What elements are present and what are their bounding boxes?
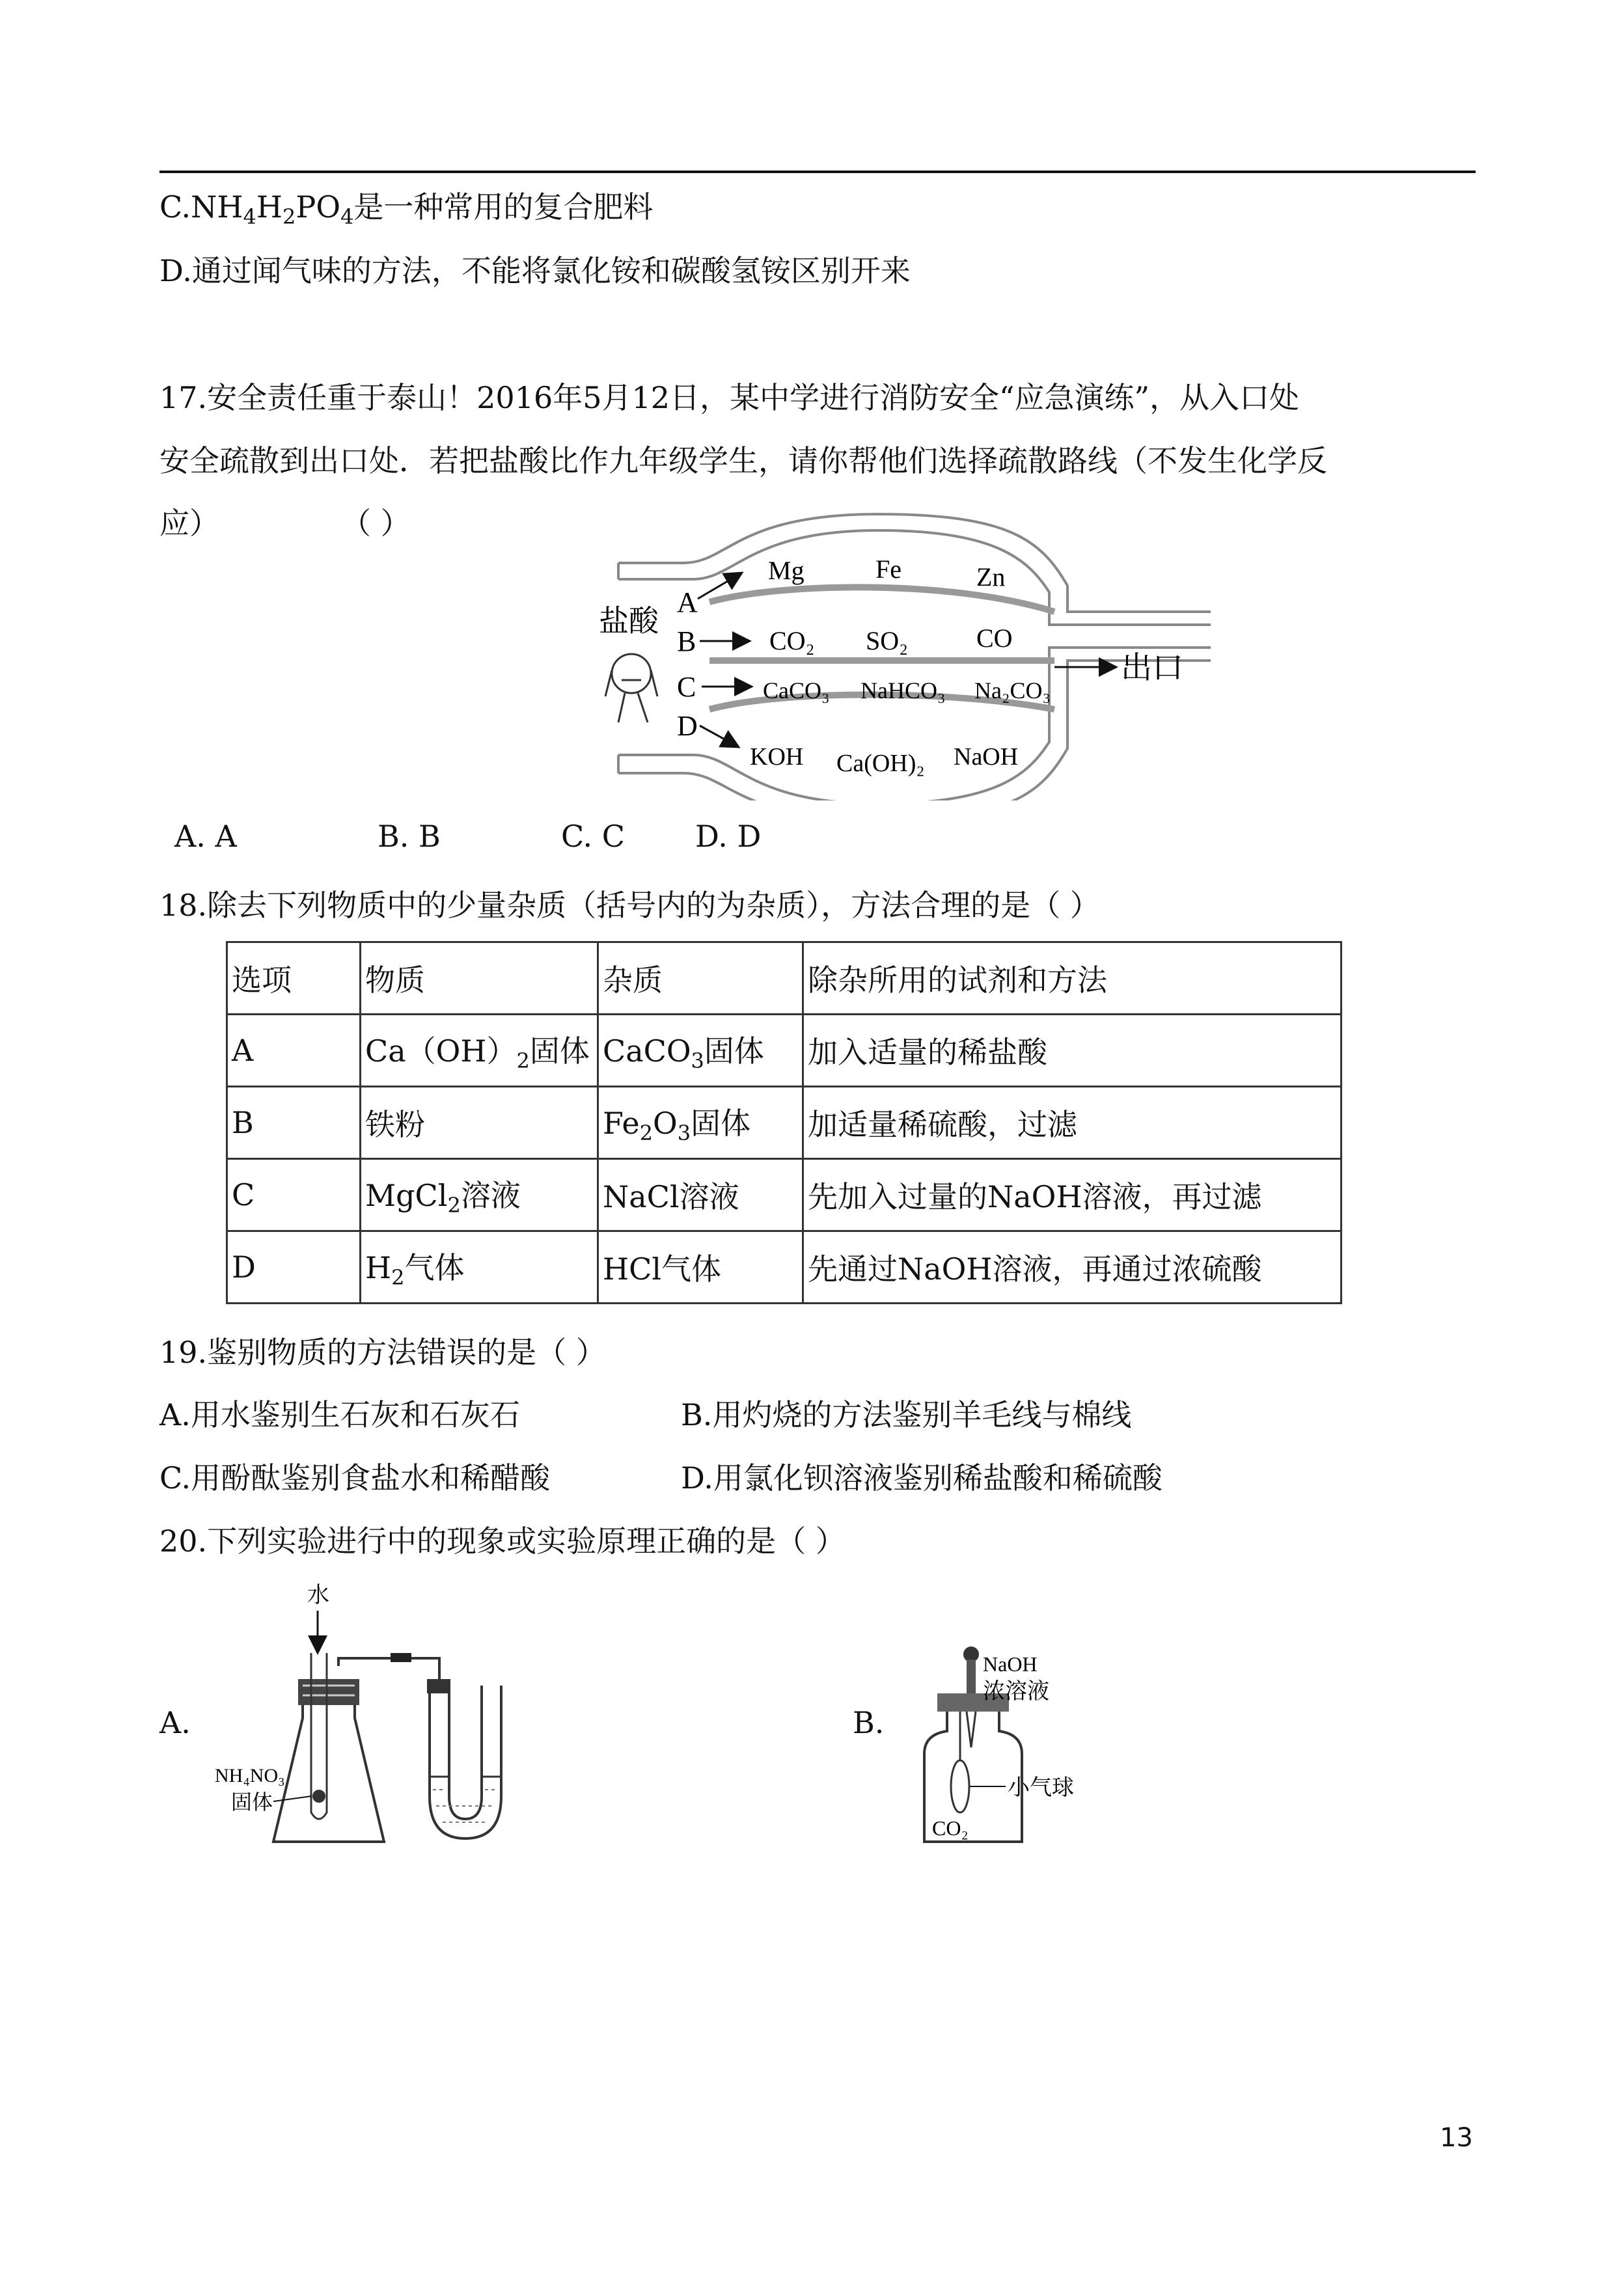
header-rule	[159, 171, 1476, 173]
route-b-label: B	[677, 625, 696, 657]
q20-apparatus-b	[898, 1640, 1133, 1855]
substance-na2co3: Na₂CO₃	[974, 677, 1051, 704]
route-d-label: D	[677, 710, 698, 742]
substance-naoh: NaOH	[954, 743, 1019, 771]
q19-option-a: A.用水鉴别生石灰和石灰石	[159, 1397, 520, 1432]
page-number: 13	[1440, 2123, 1473, 2153]
substance-nahco3: NaHCO₃	[860, 677, 946, 704]
q19-option-b: B.用灼烧的方法鉴别羊毛线与棉线	[681, 1397, 1132, 1432]
cell-substance: 铁粉	[361, 1087, 598, 1159]
q17-option-b: B. B	[378, 819, 441, 854]
substance-mg: Mg	[768, 556, 805, 585]
header-impurity: 杂质	[598, 942, 803, 1015]
q20-option-a-label: A.	[159, 1705, 191, 1740]
q17-evacuation-figure	[586, 501, 1211, 800]
substance-zn: Zn	[976, 562, 1006, 592]
co2-label: CO₂	[932, 1816, 969, 1840]
cell-option: D	[227, 1231, 361, 1304]
substance-so2: SO₂	[866, 626, 909, 655]
nh4no3-label: NH₄NO₃	[215, 1765, 285, 1786]
cell-impurity: $Fe_2O_3$固体	[598, 1087, 803, 1159]
q18-stem: 18.除去下列物质中的少量杂质（括号内的为杂质），方法合理的是（ ）	[159, 888, 1100, 923]
substance-fe: Fe	[875, 554, 901, 584]
q20-apparatus-a	[208, 1581, 534, 1855]
q19-option-c: C.用酚酞鉴别食盐水和稀醋酸	[159, 1460, 551, 1496]
q17-option-a: A. A	[174, 819, 237, 854]
q19-option-d: D.用氯化钡溶液鉴别稀盐酸和稀硫酸	[681, 1460, 1163, 1496]
q17-stem-line2: 安全疏散到出口处．若把盐酸比作九年级学生，请你帮他们选择疏散路线（不发生化学反	[159, 443, 1327, 478]
q20-option-b-label: B.	[853, 1705, 885, 1740]
header-option: 选项	[227, 942, 361, 1015]
table-row	[227, 1159, 1342, 1231]
table-header-row	[227, 942, 1342, 1015]
cell-method: 先加入过量的NaOH溶液，再过滤	[803, 1159, 1342, 1231]
q18-table	[226, 941, 1342, 1304]
table-row	[227, 1087, 1342, 1159]
cell-option: A	[227, 1015, 361, 1087]
q16-option-d: D.通过闻气味的方法，不能将氯化铵和碳酸氢铵区别开来	[159, 253, 911, 288]
conc-solution-label: 浓溶液	[983, 1680, 1049, 1704]
naoh-label: NaOH	[983, 1652, 1038, 1676]
water-label: 水	[307, 1583, 329, 1607]
q20-stem: 20.下列实验进行中的现象或实验原理正确的是（ ）	[159, 1524, 846, 1559]
balloon-label: 小气球	[1008, 1776, 1074, 1800]
table-row	[227, 1231, 1342, 1304]
solid-label: 固体	[231, 1790, 273, 1814]
header-method: 除杂所用的试剂和方法	[803, 942, 1342, 1015]
cell-impurity: CaCO$_3$固体	[598, 1015, 803, 1087]
substance-co2: CO₂	[769, 626, 815, 655]
cell-method: 加适量稀硫酸，过滤	[803, 1087, 1342, 1159]
substance-caco3: CaCO₃	[763, 677, 830, 704]
cell-method: 先通过NaOH溶液，再通过浓硫酸	[803, 1231, 1342, 1304]
table-row	[227, 1015, 1342, 1087]
cell-impurity: NaCl溶液	[598, 1159, 803, 1231]
cell-option: C	[227, 1159, 361, 1231]
substance-koh: KOH	[750, 743, 804, 771]
q17-stem-line3: 应） （ ）	[159, 506, 411, 541]
cell-substance: MgCl$_2$溶液	[361, 1159, 598, 1231]
cell-substance: $Ca(OH)_2$固体	[361, 1015, 598, 1087]
q17-stem-line1: 17.安全责任重于泰山！2016年5月12日，某中学进行消防安全“应急演练”，从入口处	[159, 380, 1300, 415]
q16-option-c: $C.NH_4H_2PO_4$是一种常用的复合肥料	[159, 189, 654, 229]
cell-method: 加入适量的稀盐酸	[803, 1015, 1342, 1087]
header-substance: 物质	[361, 942, 598, 1015]
route-a-label: A	[677, 586, 698, 618]
route-c-label: C	[677, 671, 696, 703]
cell-impurity: HCl气体	[598, 1231, 803, 1304]
exit-label: 出口	[1121, 651, 1184, 685]
hcl-label: 盐酸	[599, 605, 659, 638]
q17-answer-blank: （ ）	[356, 506, 411, 541]
q19-stem: 19.鉴别物质的方法错误的是（ ）	[159, 1335, 606, 1370]
substance-co: CO	[976, 623, 1013, 653]
cell-option: B	[227, 1087, 361, 1159]
substance-caoh2: Ca(OH)₂	[836, 750, 925, 777]
cell-substance: $H_2$气体	[361, 1231, 598, 1304]
q17-option-c: C. C	[561, 819, 625, 854]
q17-option-d: D. D	[695, 819, 762, 854]
